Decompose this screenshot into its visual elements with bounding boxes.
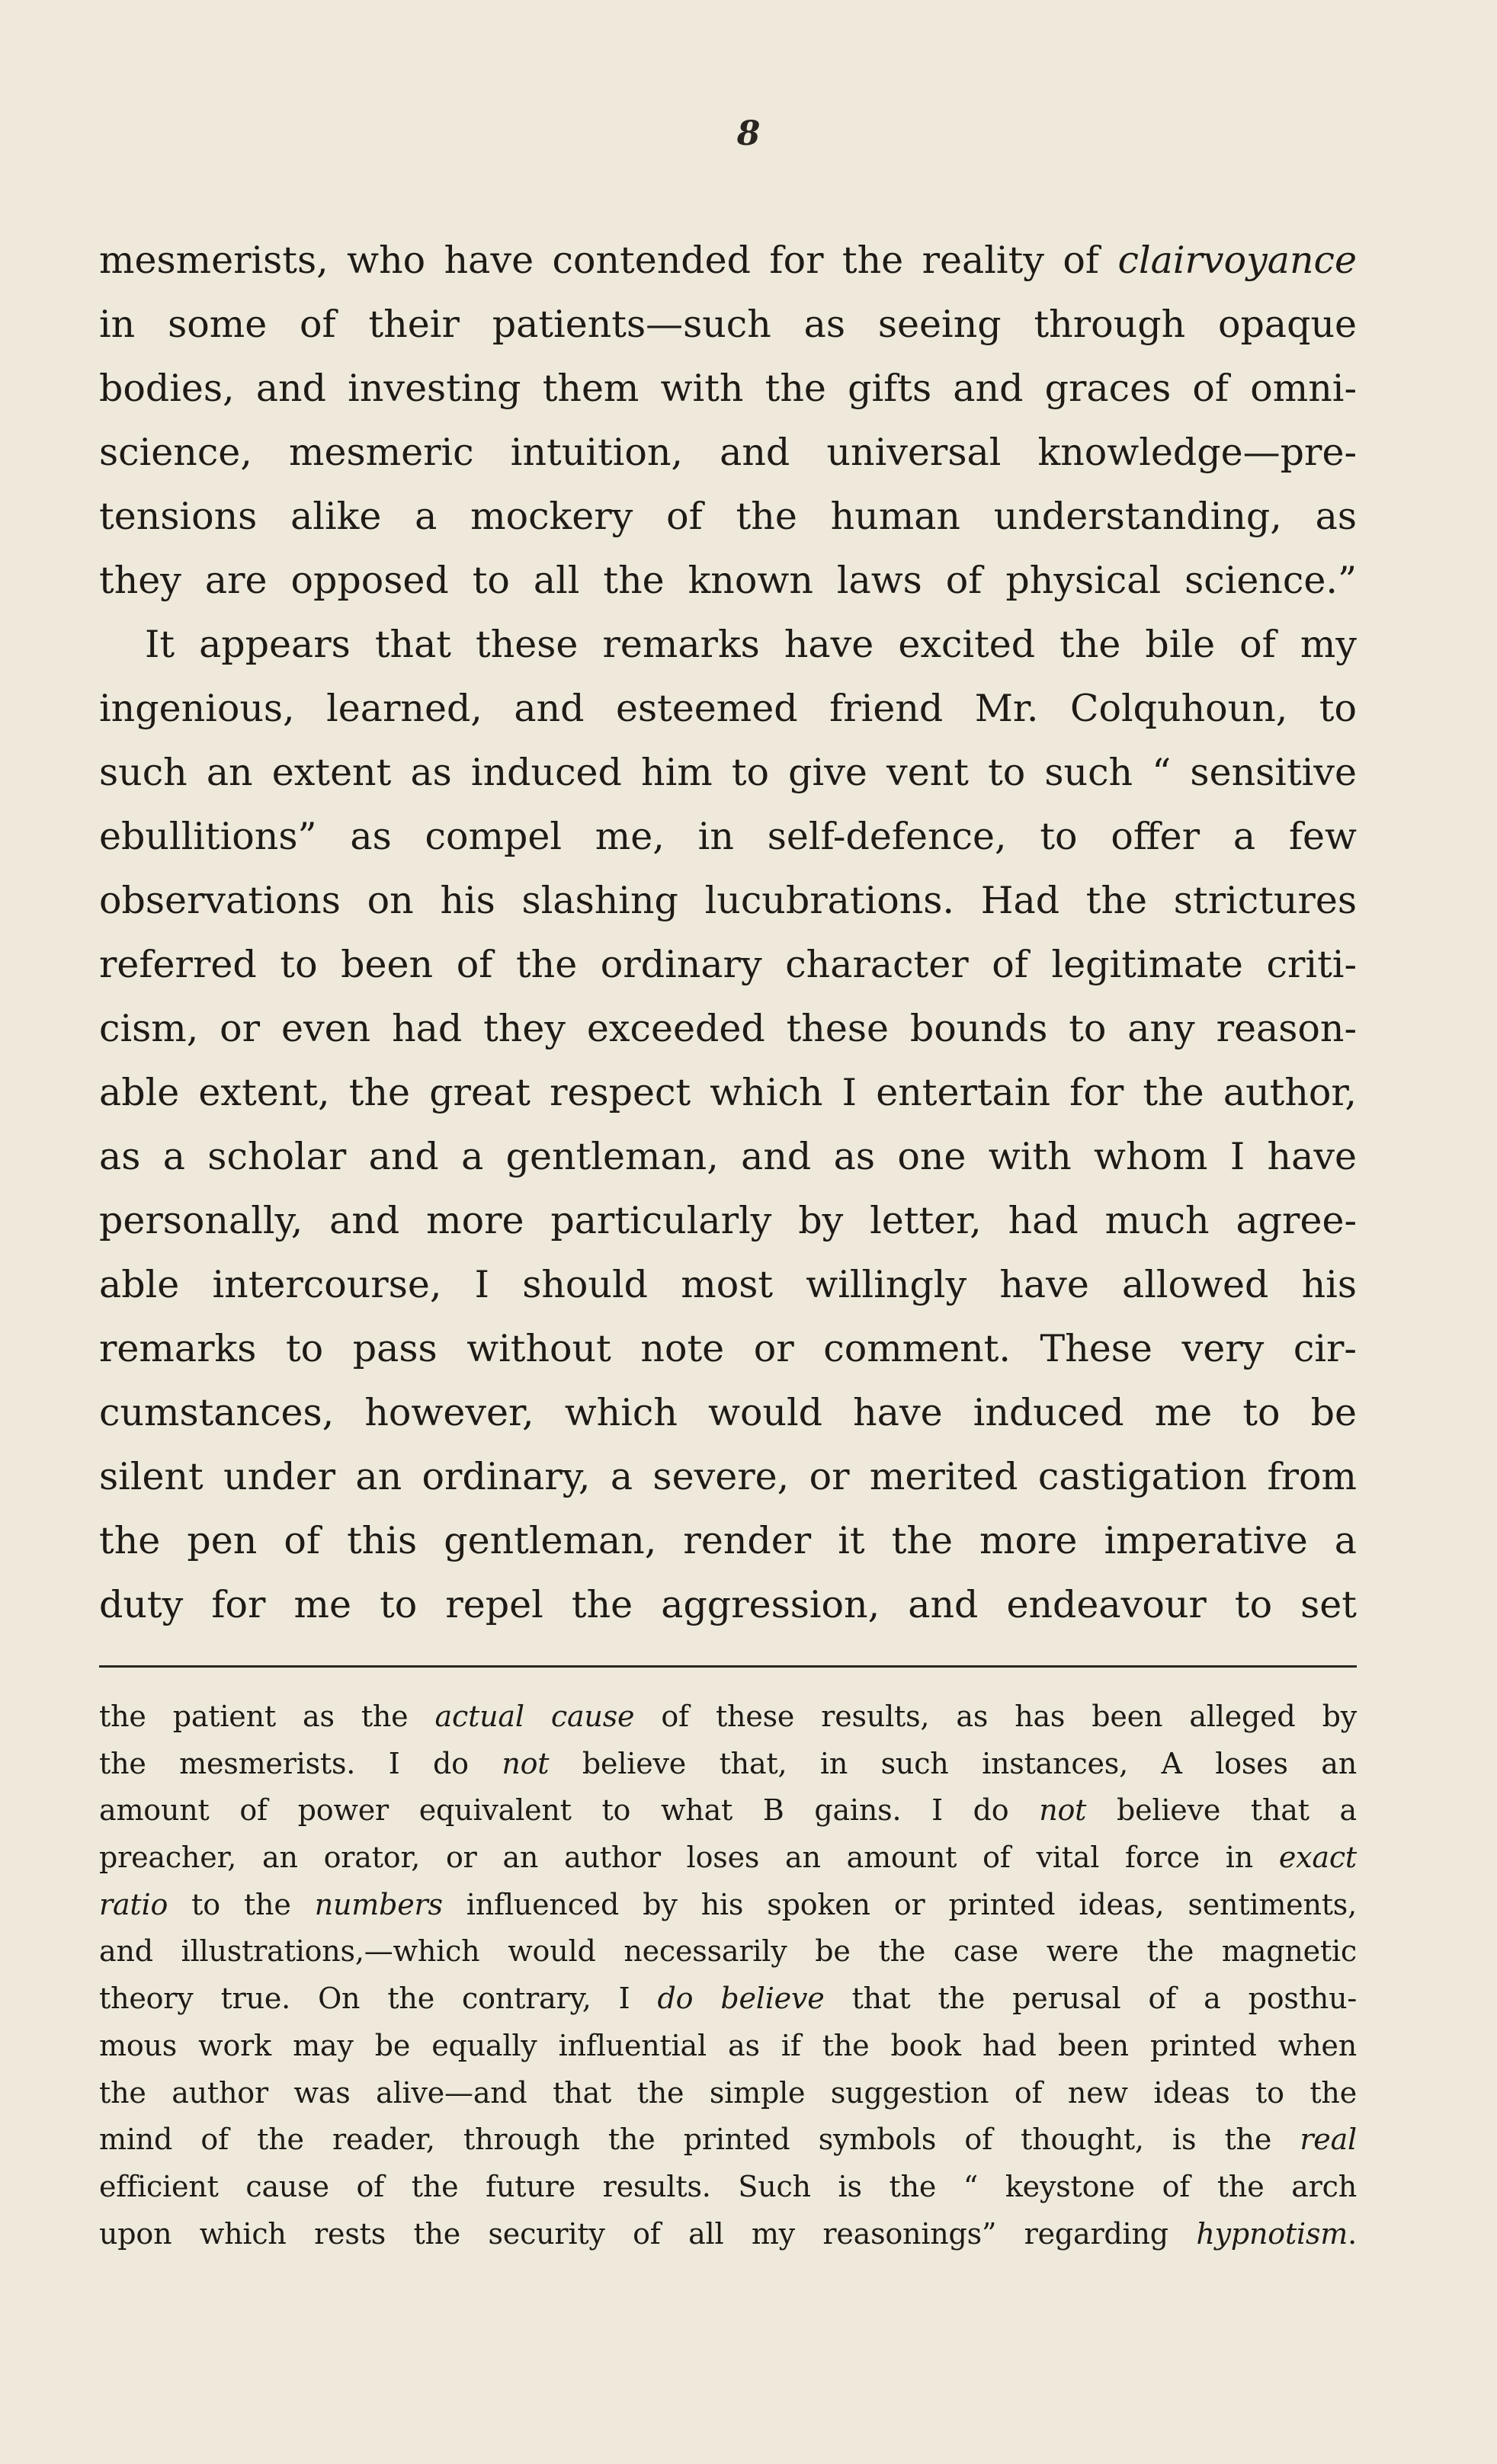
footnote-line	[99, 2116, 1357, 2164]
main-text-line	[99, 1381, 1357, 1445]
main-text-line	[99, 613, 1357, 677]
main-text-line	[99, 421, 1357, 485]
text-segment: influenced by his spoken or printed ideas, sentiments,	[442, 1887, 1357, 1921]
main-text-line	[99, 485, 1357, 549]
italic-text: do believe	[657, 1982, 825, 2016]
main-text-line	[99, 805, 1357, 869]
text-segment: the patient as the	[99, 1700, 435, 1733]
footnote-line	[99, 1834, 1357, 1882]
italic-text: hypnotism	[1196, 2216, 1348, 2251]
main-text-line	[99, 869, 1357, 933]
italic-text: exact	[1278, 1841, 1357, 1875]
text-segment: mind of the reader, through the printed symbols of thought, is the	[99, 2123, 1300, 2157]
italic-text: ratio	[99, 1887, 168, 1921]
main-text-line	[99, 1253, 1357, 1317]
text-segment: mesmerists, who have contended for the reality of	[99, 239, 1118, 282]
main-text-line	[99, 229, 1357, 293]
italic-text: real	[1300, 2123, 1357, 2157]
text-segment: upon which rests the security of all my reasonings” regarding	[99, 2216, 1197, 2251]
text-segment: mous work may be equally influential as if the book had been printed when	[99, 2028, 1357, 2062]
main-text-line	[99, 357, 1357, 421]
footnote-line	[99, 1882, 1357, 1929]
text-segment: cism, or even had they exceeded these bounds to any reason-	[99, 1007, 1357, 1050]
text-segment: amount of power equivalent to what B gains. I do	[99, 1793, 1040, 1828]
main-text	[99, 229, 1357, 1637]
text-segment: .	[1348, 2216, 1357, 2251]
main-text-line	[99, 741, 1357, 805]
italic-text: not	[1039, 1793, 1087, 1828]
main-text-line	[99, 1573, 1357, 1637]
footnote-line	[99, 1741, 1357, 1788]
text-segment: able intercourse, I should most willingly have allowed his	[99, 1263, 1357, 1306]
footnote-line	[99, 1975, 1357, 2023]
main-text-line	[99, 1125, 1357, 1189]
text-segment: efficient cause of the future results. Such is the “ keystone of the arch	[99, 2169, 1357, 2203]
text-segment: tensions alike a mockery of the human understanding, as	[99, 495, 1357, 538]
footnote	[99, 1693, 1357, 2257]
text-segment: the mesmerists. I do	[99, 1746, 502, 1780]
main-text-line	[99, 1189, 1357, 1253]
text-segment: ebullitions” as compel me, in self-defence, to offer a few	[99, 815, 1357, 858]
text-segment: to the	[168, 1887, 315, 1921]
text-segment: of these results, as has been alleged by	[634, 1700, 1357, 1733]
text-segment: It appears that these remarks have excited the bile of my	[145, 623, 1357, 666]
footnote-line	[99, 1928, 1357, 1975]
footnote-line	[99, 2070, 1357, 2117]
main-text-line	[99, 549, 1357, 613]
page-number: 8	[736, 114, 761, 153]
footnote-line	[99, 2211, 1357, 2258]
footnote-divider	[99, 1665, 1357, 1668]
text-segment: remarks to pass without note or comment. These very cir-	[99, 1327, 1357, 1370]
text-segment: ingenious, learned, and esteemed friend Mr. Colquhoun, to	[99, 687, 1357, 730]
text-segment: duty for me to repel the aggression, and endeavour to set	[99, 1583, 1357, 1626]
italic-text: actual cause	[434, 1700, 635, 1733]
text-segment: they are opposed to all the known laws of physical science.”	[99, 559, 1357, 602]
text-segment: believe that, in such instances, A loses an	[549, 1746, 1358, 1780]
text-segment: the pen of this gentleman, render it the more imperative a	[99, 1519, 1357, 1562]
main-text-line	[99, 997, 1357, 1061]
text-segment: the author was alive—and that the simple suggestion of new ideas to the	[99, 2075, 1357, 2110]
text-segment: such an extent as induced him to give vent to such “ sensitive	[99, 751, 1357, 794]
text-segment: in some of their patients—such as seeing through opaque	[99, 303, 1357, 346]
main-text-line	[99, 1509, 1357, 1573]
main-text-line	[99, 677, 1357, 741]
text-segment: that the perusal of a posthu-	[824, 1982, 1357, 2016]
text-segment: preacher, an orator, or an author loses an amount of vital force in	[99, 1841, 1279, 1875]
text-segment: silent under an ordinary, a severe, or merited castigation from	[99, 1455, 1357, 1498]
text-segment: observations on his slashing lucubrations. Had the strictures	[99, 879, 1357, 922]
italic-text: clairvoyance	[1117, 239, 1357, 282]
italic-text: not	[502, 1746, 550, 1780]
main-text-line	[99, 1445, 1357, 1509]
text-segment: as a scholar and a gentleman, and as one with whom I have	[99, 1135, 1357, 1178]
main-text-line	[99, 1061, 1357, 1125]
text-segment: able extent, the great respect which I entertain for the author,	[99, 1071, 1357, 1114]
italic-text: numbers	[314, 1887, 443, 1921]
footnote-line	[99, 2023, 1357, 2070]
text-segment: and illustrations,—which would necessarily be the case were the magnetic	[99, 1934, 1357, 1969]
main-text-line	[99, 293, 1357, 357]
text-segment: theory true. On the contrary, I	[99, 1982, 658, 2016]
text-segment: believe that a	[1086, 1793, 1357, 1828]
text-segment: bodies, and investing them with the gifts and graces of omni-	[99, 367, 1357, 410]
text-segment: personally, and more particularly by letter, had much agree-	[99, 1199, 1357, 1242]
main-text-line	[99, 933, 1357, 997]
footnote-line	[99, 1787, 1357, 1834]
footnote-line	[99, 2164, 1357, 2211]
text-segment: science, mesmeric intuition, and universal knowledge—pre-	[99, 431, 1357, 474]
footnote-line	[99, 1693, 1357, 1741]
main-text-line	[99, 1317, 1357, 1381]
text-segment: referred to been of the ordinary character of legitimate criti-	[99, 943, 1357, 986]
text-segment: cumstances, however, which would have induced me to be	[99, 1391, 1357, 1434]
